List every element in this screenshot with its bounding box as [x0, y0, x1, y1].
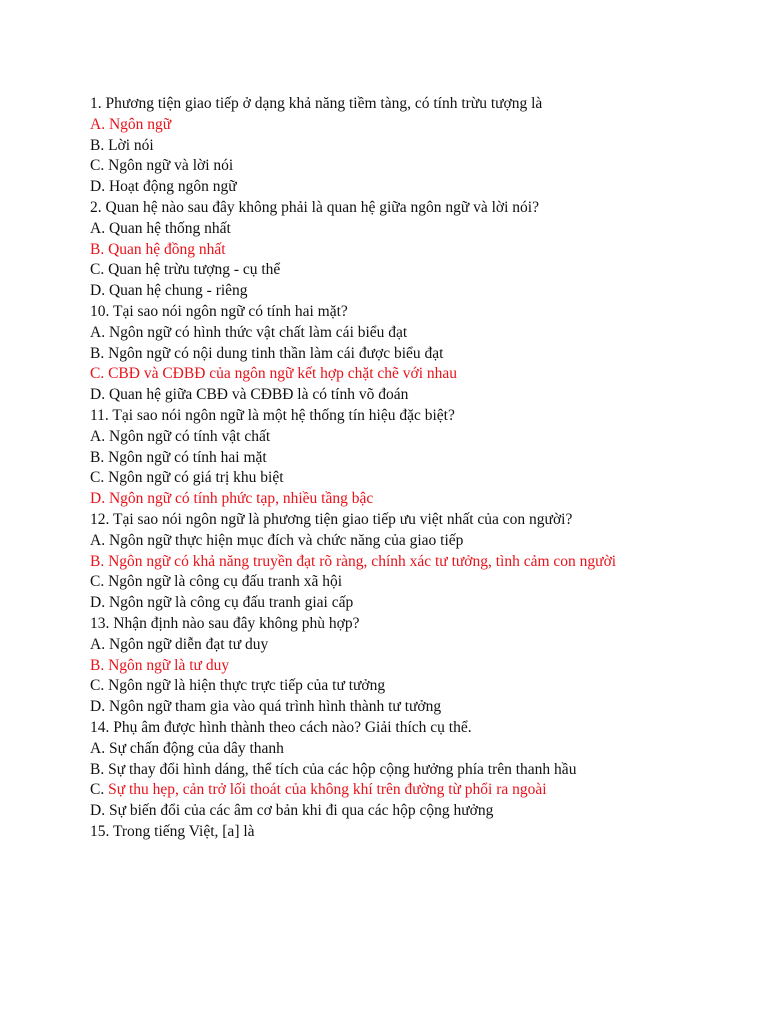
line-text: D. Quan hệ chung - riêng [90, 282, 248, 300]
question-line [90, 614, 710, 635]
line-text: A. Quan hệ thống nhất [90, 219, 231, 237]
line-text: D. Ngôn ngữ là công cụ đấu tranh giai cấp [90, 594, 354, 612]
option-line [90, 156, 710, 177]
line-text: A. Ngôn ngữ [90, 115, 172, 133]
line-text: 14. Phụ âm được hình thành theo cách nào? Giải thích cụ thể. [90, 718, 472, 736]
question-line [90, 302, 710, 323]
correct-answer-line [90, 656, 710, 677]
line-text: A. Ngôn ngữ có hình thức vật chất làm cái biểu đạt [90, 323, 408, 341]
option-letter: C. [90, 781, 109, 799]
line-text: A. Ngôn ngữ có tính vật chất [90, 427, 271, 445]
line-text: C. Ngôn ngữ có giá trị khu biệt [90, 469, 284, 487]
line-text: B. Ngôn ngữ có khả năng truyền đạt rõ ràng, chính xác tư tưởng, tình cảm con người [90, 552, 617, 570]
line-text: B. Ngôn ngữ có tính hai mặt [90, 448, 267, 466]
line-text: D. Ngôn ngữ tham gia vào quá trình hình thành tư tưởng [90, 698, 442, 716]
correct-answer-line [90, 489, 710, 510]
line-text: B. Lời nói [90, 136, 154, 154]
option-line [90, 697, 710, 718]
option-line [90, 427, 710, 448]
document-body [90, 94, 710, 843]
line-text: B. Sự thay đổi hình dáng, thể tích của các hộp cộng hưởng phía trên thanh hầu [90, 760, 577, 778]
line-text: Sự thu hẹp, cản trở lối thoát của không khí trên đường từ phổi ra ngoài [108, 781, 547, 799]
line-text: B. Ngôn ngữ là tư duy [90, 656, 230, 674]
option-line [90, 177, 710, 198]
line-text: C. CBĐ và CĐBĐ của ngôn ngữ kết hợp chặt chẽ với nhau [90, 365, 458, 383]
line-text: 12. Tại sao nói ngôn ngữ là phương tiện giao tiếp ưu việt nhất của con người? [90, 510, 573, 528]
option-line [90, 760, 710, 781]
option-line [90, 260, 710, 281]
option-line [90, 635, 710, 656]
line-text: D. Hoạt động ngôn ngữ [90, 178, 237, 196]
option-line [90, 572, 710, 593]
question-line [90, 406, 710, 427]
option-line [90, 323, 710, 344]
correct-answer-line [90, 364, 710, 385]
option-line [90, 448, 710, 469]
option-line [90, 344, 710, 365]
correct-answer-line [90, 552, 710, 573]
option-line [90, 385, 710, 406]
line-text: 11. Tại sao nói ngôn ngữ là một hệ thống tín hiệu đặc biệt? [90, 406, 455, 424]
question-line [90, 510, 710, 531]
correct-answer-line [90, 780, 710, 801]
line-text: 10. Tại sao nói ngôn ngữ có tính hai mặt? [90, 302, 348, 320]
line-text: D. Ngôn ngữ có tính phức tạp, nhiều tầng bậc [90, 490, 374, 508]
option-line [90, 468, 710, 489]
option-line [90, 219, 710, 240]
line-text: D. Sự biến đổi của các âm cơ bản khi đi qua các hộp cộng hưởng [90, 802, 494, 820]
line-text: 2. Quan hệ nào sau đây không phải là quan hệ giữa ngôn ngữ và lời nói? [90, 198, 539, 216]
line-text: 1. Phương tiện giao tiếp ở dạng khả năng tiềm tàng, có tính trừu tượng là [90, 95, 543, 112]
option-line [90, 531, 710, 552]
correct-answer-line [90, 115, 710, 136]
line-text: C. Ngôn ngữ là công cụ đấu tranh xã hội [90, 573, 343, 591]
correct-answer-line [90, 240, 710, 261]
line-text: C. Quan hệ trừu tượng - cụ thể [90, 261, 281, 279]
question-line [90, 822, 710, 843]
option-line [90, 739, 710, 760]
line-text: C. Ngôn ngữ và lời nói [90, 157, 234, 175]
line-text: 15. Trong tiếng Việt, [a] là [90, 822, 255, 840]
line-text: B. Quan hệ đồng nhất [90, 240, 226, 258]
line-text: B. Ngôn ngữ có nội dung tinh thần làm cái được biểu đạt [90, 344, 444, 362]
line-text: A. Sự chấn động của dây thanh [90, 739, 284, 757]
option-line [90, 136, 710, 157]
question-line [90, 718, 710, 739]
line-text: A. Ngôn ngữ diễn đạt tư duy [90, 635, 269, 653]
option-line [90, 593, 710, 614]
question-line [90, 94, 710, 115]
line-text: 13. Nhận định nào sau đây không phù hợp? [90, 614, 360, 632]
line-text: C. Ngôn ngữ là hiện thực trực tiếp của tư tưởng [90, 677, 386, 695]
line-text: A. Ngôn ngữ thực hiện mục đích và chức năng của giao tiếp [90, 531, 464, 549]
option-line [90, 676, 710, 697]
option-line [90, 281, 710, 302]
line-text: D. Quan hệ giữa CBĐ và CĐBĐ là có tính võ đoán [90, 386, 409, 404]
question-line [90, 198, 710, 219]
option-line [90, 801, 710, 822]
